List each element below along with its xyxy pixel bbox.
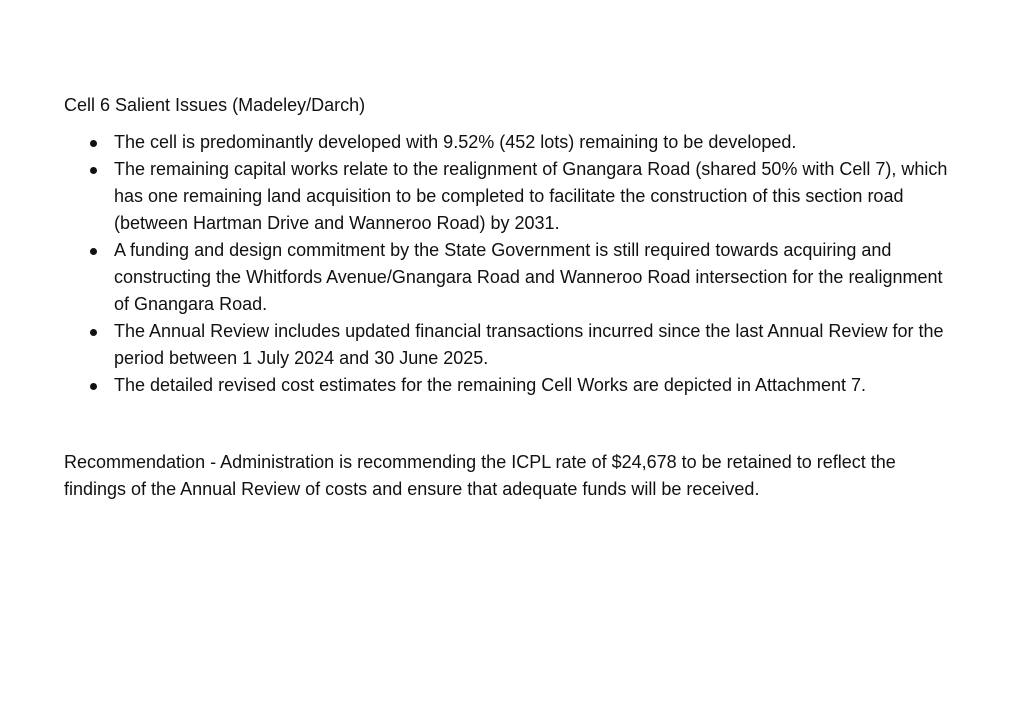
list-item-text: A funding and design commitment by the State Government is still required towards acquiring and constructing the Whitfords Avenue/Gnangara Road and Wanneroo Road intersection for the realignment of Gnangara Road. xyxy=(114,240,943,314)
bullet-icon xyxy=(90,167,97,174)
section-heading: Cell 6 Salient Issues (Madeley/Darch) xyxy=(64,95,366,115)
bullet-icon xyxy=(90,140,97,147)
bullet-icon xyxy=(90,329,97,336)
document-body xyxy=(64,92,954,503)
list-item xyxy=(64,318,954,372)
list-item-text: The cell is predominantly developed with 9.52% (452 lots) remaining to be developed. xyxy=(114,132,797,152)
bullet-icon xyxy=(90,383,97,390)
list-item-text: The Annual Review includes updated financial transactions incurred since the last Annual Review for the period between 1 July 2024 and 30 June 2025. xyxy=(114,321,944,368)
bullet-icon xyxy=(90,248,97,255)
salient-issues-list xyxy=(64,129,954,399)
list-item-text: The remaining capital works relate to the realignment of Gnangara Road (shared 50% with Cell 7), which has one remaining land acquisition to be completed to facilitate the construction of this section road (between Hartman Drive and Wanneroo Road) by 2031. xyxy=(114,159,948,233)
list-item xyxy=(64,129,954,156)
list-item xyxy=(64,372,954,399)
list-item xyxy=(64,237,954,318)
recommendation-paragraph: Recommendation - Administration is recommending the ICPL rate of $24,678 to be retained to reflect the findings of the Annual Review of costs and ensure that adequate funds will be received. xyxy=(64,452,896,499)
list-item-text: The detailed revised cost estimates for the remaining Cell Works are depicted in Attachment 7. xyxy=(114,375,867,395)
list-item xyxy=(64,156,954,237)
